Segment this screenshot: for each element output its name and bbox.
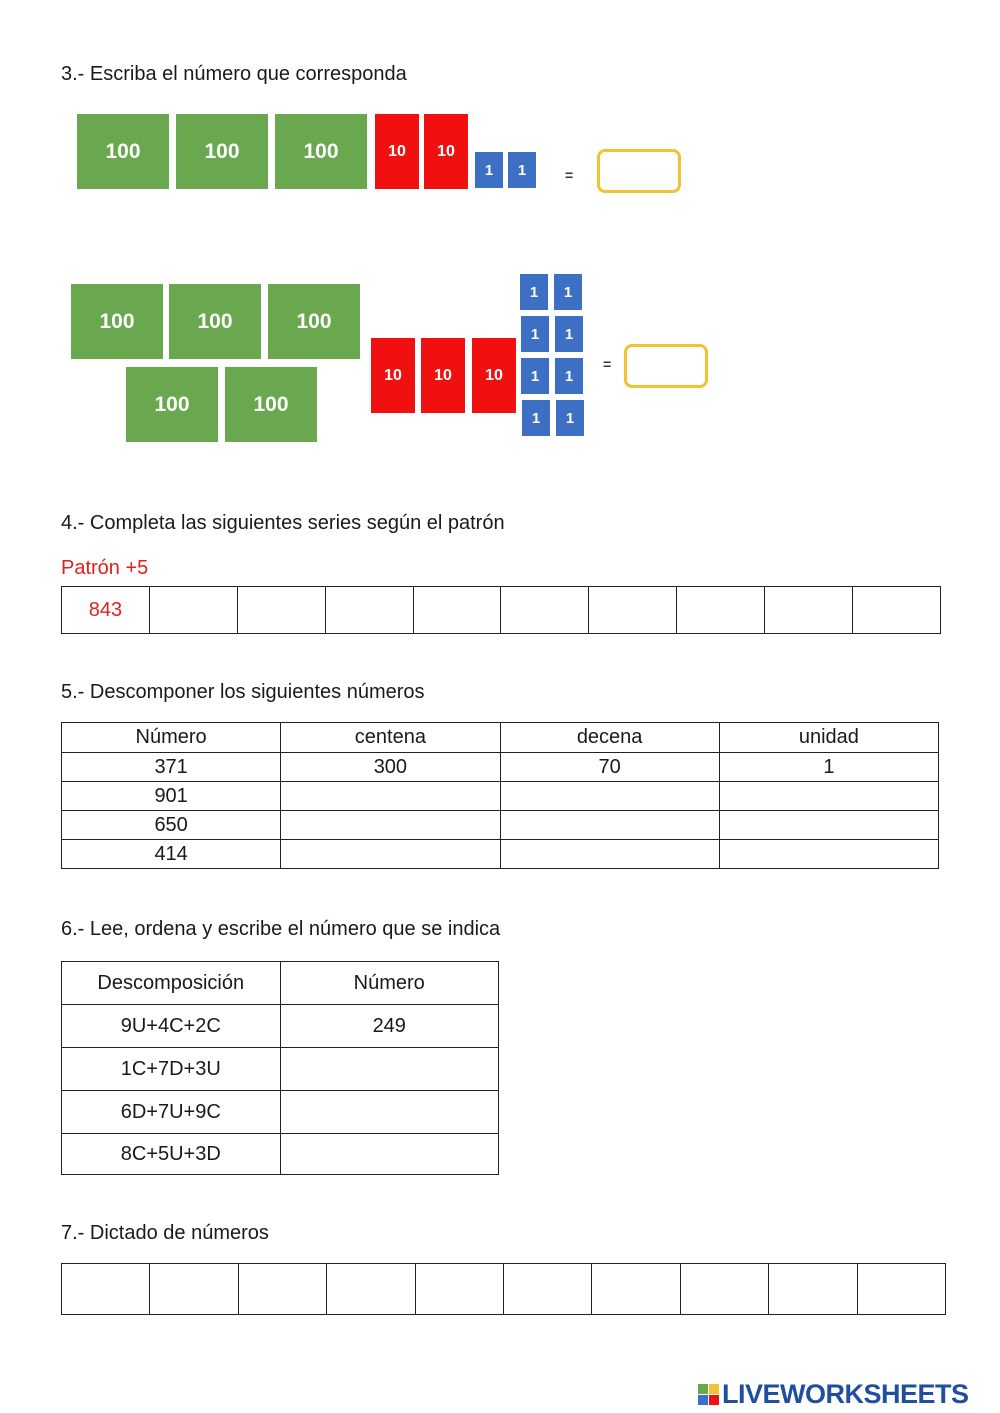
number-cell: 901 <box>62 782 281 811</box>
one-block: 1 <box>554 274 582 310</box>
centena-cell: 300 <box>281 753 500 782</box>
dictation-cell[interactable] <box>150 1264 238 1315</box>
answer-box-2[interactable] <box>624 344 708 388</box>
hundred-block: 100 <box>71 284 163 359</box>
dictation-cell[interactable] <box>769 1264 857 1315</box>
column-header: unidad <box>719 723 938 753</box>
column-header: decena <box>500 723 719 753</box>
q3-title: 3.- Escriba el número que corresponda <box>61 63 407 85</box>
table-row <box>62 811 939 840</box>
series-cell[interactable] <box>765 587 853 634</box>
series-cell[interactable] <box>853 587 941 634</box>
series-cell: 843 <box>62 587 150 634</box>
centena-cell[interactable] <box>281 811 500 840</box>
table-row <box>62 1048 499 1091</box>
dictation-row <box>62 1264 946 1315</box>
number-cell[interactable] <box>280 1134 499 1175</box>
table-row <box>62 1091 499 1134</box>
ten-block: 10 <box>472 338 516 413</box>
series-cell[interactable] <box>413 587 501 634</box>
pattern-label: Patrón +5 <box>61 557 149 579</box>
table-row <box>62 1134 499 1175</box>
one-block: 1 <box>522 400 550 436</box>
series-cell[interactable] <box>237 587 325 634</box>
column-header: Número <box>62 723 281 753</box>
one-block: 1 <box>555 316 583 352</box>
equals-sign: = <box>565 167 574 183</box>
decomposition-cell: 8C+5U+3D <box>62 1134 281 1175</box>
decomposition-cell: 1C+7D+3U <box>62 1048 281 1091</box>
unidad-cell[interactable] <box>719 840 938 869</box>
unidad-cell[interactable] <box>719 782 938 811</box>
decena-cell[interactable] <box>500 811 719 840</box>
answer-box-1[interactable] <box>597 149 681 193</box>
number-cell: 249 <box>280 1005 499 1048</box>
series-cell[interactable] <box>677 587 765 634</box>
equals-sign: = <box>603 356 612 372</box>
hundred-block: 100 <box>77 114 169 189</box>
ten-block: 10 <box>375 114 419 189</box>
number-cell[interactable] <box>280 1091 499 1134</box>
dictation-table <box>61 1263 946 1315</box>
dictation-cell[interactable] <box>503 1264 591 1315</box>
dictation-cell[interactable] <box>415 1264 503 1315</box>
number-cell: 414 <box>62 840 281 869</box>
table-row <box>62 1005 499 1048</box>
one-block: 1 <box>521 316 549 352</box>
column-header: centena <box>281 723 500 753</box>
unidad-cell[interactable] <box>719 811 938 840</box>
q6-title: 6.- Lee, ordena y escribe el número que se indica <box>61 918 501 940</box>
logo-mark-icon <box>698 1384 719 1405</box>
table-header-row <box>62 723 939 753</box>
one-block: 1 <box>520 274 548 310</box>
ten-block: 10 <box>421 338 465 413</box>
q7-title: 7.- Dictado de números <box>61 1222 269 1244</box>
decena-cell[interactable] <box>500 840 719 869</box>
number-cell: 650 <box>62 811 281 840</box>
table-header-row <box>62 962 499 1005</box>
series-table <box>61 586 941 634</box>
hundred-block: 100 <box>126 367 218 442</box>
hundred-block: 100 <box>268 284 360 359</box>
series-row <box>62 587 941 634</box>
logo-text: LIVEWORKSHEETS <box>722 1379 969 1409</box>
order-table <box>61 961 499 1175</box>
centena-cell[interactable] <box>281 782 500 811</box>
ten-block: 10 <box>371 338 415 413</box>
column-header: Número <box>280 962 499 1005</box>
unidad-cell: 1 <box>719 753 938 782</box>
one-block: 1 <box>508 152 536 188</box>
dictation-cell[interactable] <box>238 1264 326 1315</box>
decompose-table <box>61 722 939 869</box>
decena-cell[interactable] <box>500 782 719 811</box>
dictation-cell[interactable] <box>680 1264 768 1315</box>
series-cell[interactable] <box>325 587 413 634</box>
q4-title: 4.- Completa las siguientes series según el patrón <box>61 512 505 534</box>
table-row <box>62 840 939 869</box>
one-block: 1 <box>521 358 549 394</box>
dictation-cell[interactable] <box>327 1264 415 1315</box>
hundred-block: 100 <box>169 284 261 359</box>
series-cell[interactable] <box>501 587 589 634</box>
decomposition-cell: 9U+4C+2C <box>62 1005 281 1048</box>
table-row <box>62 753 939 782</box>
number-cell[interactable] <box>280 1048 499 1091</box>
decomposition-cell: 6D+7U+9C <box>62 1091 281 1134</box>
centena-cell[interactable] <box>281 840 500 869</box>
dictation-cell[interactable] <box>592 1264 680 1315</box>
dictation-cell[interactable] <box>857 1264 945 1315</box>
q5-title: 5.- Descomponer los siguientes números <box>61 681 425 703</box>
hundred-block: 100 <box>225 367 317 442</box>
liveworksheets-logo <box>698 1379 969 1410</box>
series-cell[interactable] <box>149 587 237 634</box>
one-block: 1 <box>556 400 584 436</box>
one-block: 1 <box>475 152 503 188</box>
table-row <box>62 782 939 811</box>
series-cell[interactable] <box>589 587 677 634</box>
dictation-cell[interactable] <box>62 1264 150 1315</box>
decena-cell: 70 <box>500 753 719 782</box>
hundred-block: 100 <box>275 114 367 189</box>
ten-block: 10 <box>424 114 468 189</box>
column-header: Descomposición <box>62 962 281 1005</box>
hundred-block: 100 <box>176 114 268 189</box>
one-block: 1 <box>555 358 583 394</box>
number-cell: 371 <box>62 753 281 782</box>
